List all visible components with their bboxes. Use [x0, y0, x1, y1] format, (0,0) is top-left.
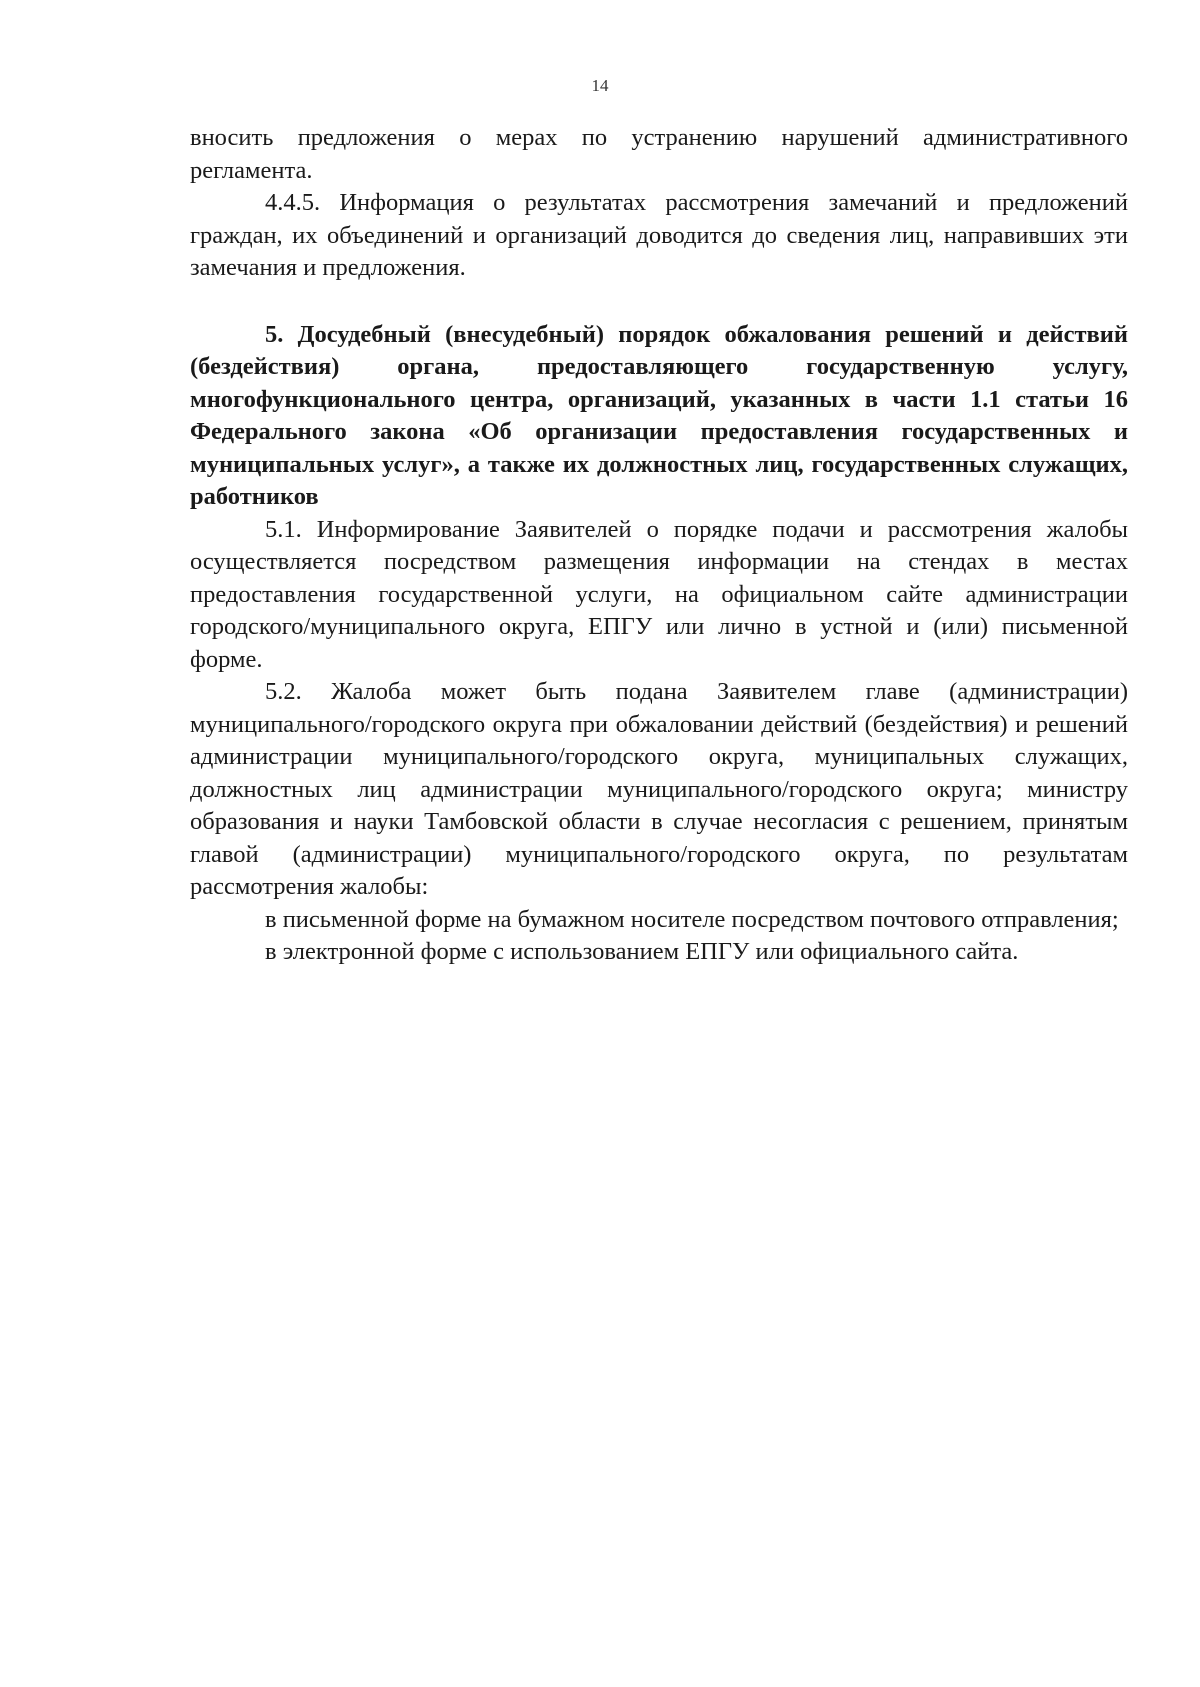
- paragraph-5-1: 5.1. Информирование Заявителей о порядке подачи и рассмотрения жалобы осуществляется посредством размещения информации на стендах в местах предоставления государственной услуги, на официальном сайте администрации городского/муниципального округа, ЕПГУ или лично в устной и (или) письменной форме.: [190, 515, 1128, 673]
- paragraph-4-4-5: 4.4.5. Информация о результатах рассмотрения замечаний и предложений граждан, их объединений и организаций доводится до сведения лиц, направивших эти замечания и предложения.: [190, 189, 1128, 281]
- page-number: 14: [591, 76, 609, 95]
- paragraph-5-2: 5.2. Жалоба может быть подана Заявителем главе (администрации) муниципального/городского округа при обжаловании действий (бездействия) и решений администрации муниципального/городского округа, муниципальных служащих, должностных лиц администрации муниципального/городского округа; министру образования и науки Тамбовской области в случае несогласия с решением, принятым главой (администрации) муниципального/городского округа, по результатам рассмотрения жалобы:: [190, 678, 1128, 900]
- paragraph-written-form: в письменной форме на бумажном носителе посредством почтового отправления;: [265, 905, 1119, 933]
- document-body: [190, 122, 1128, 969]
- paragraph-electronic-form: в электронной форме с использованием ЕПГУ или официального сайта.: [265, 938, 1019, 965]
- paragraph-continuation: вносить предложения о мерах по устранению нарушений административного регламента.: [190, 124, 1128, 184]
- section-5-heading: 5. Досудебный (внесудебный) порядок обжалования решений и действий (бездействия) органа, предоставляющего государственную услугу, многофункционального центра, организаций, указанных в части 1.1 статьи 16 Федерального закона «Об организации предоставления государственных и муниципальных услуг», а также их должностных лиц, государственных служащих, работников: [190, 320, 1128, 510]
